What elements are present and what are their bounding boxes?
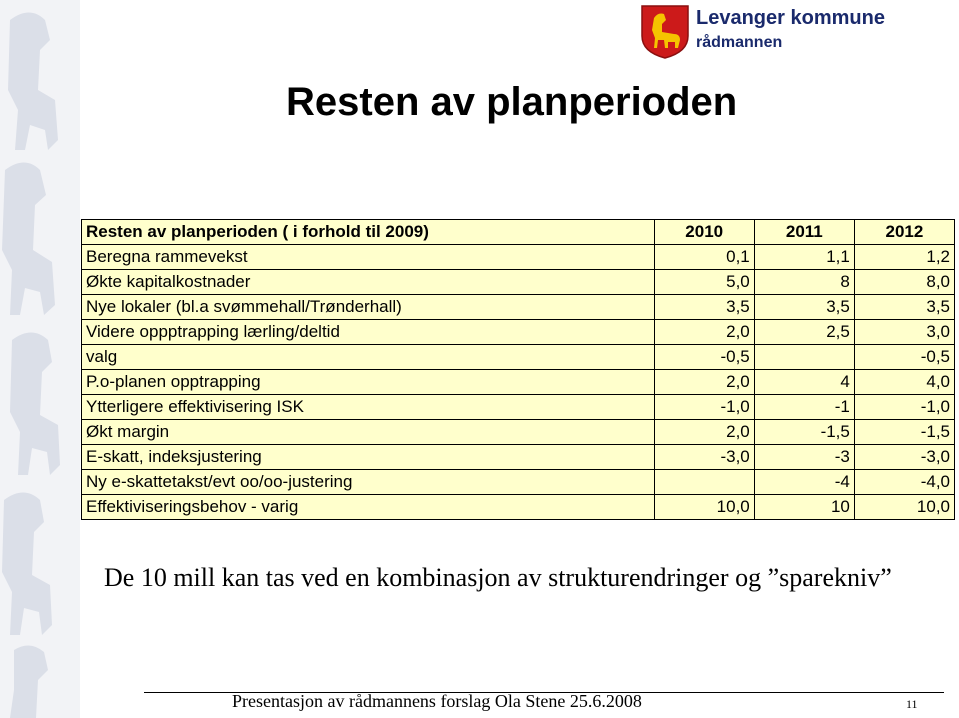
table-header-year: 2012 [854, 220, 954, 245]
row-value: 2,0 [654, 420, 754, 445]
org-header [640, 4, 950, 62]
row-value: 2,5 [754, 320, 854, 345]
row-value: 0,1 [654, 245, 754, 270]
row-value: 1,1 [754, 245, 854, 270]
row-label: E-skatt, indeksjustering [82, 445, 655, 470]
row-value: 2,0 [654, 370, 754, 395]
row-label: Ytterligere effektivisering ISK [82, 395, 655, 420]
row-value [754, 345, 854, 370]
row-value: 4,0 [854, 370, 954, 395]
horse-crest-icon [640, 4, 690, 60]
row-value [654, 470, 754, 495]
row-value: -1,5 [854, 420, 954, 445]
row-value: -0,5 [854, 345, 954, 370]
row-value: -4 [754, 470, 854, 495]
footer-text: Presentasjon av rådmannens forslag Ola Stene 25.6.2008 [232, 691, 642, 711]
row-value: 3,5 [854, 295, 954, 320]
table-header-row [82, 220, 955, 245]
row-value: 2,0 [654, 320, 754, 345]
table-row [82, 320, 955, 345]
note-text: De 10 mill kan tas ved en kombinasjon av strukturendringer og ”sparekniv” [104, 563, 892, 592]
row-value: -1,0 [654, 395, 754, 420]
page-number: 11 [906, 697, 918, 711]
table-row [82, 370, 955, 395]
table-row [82, 245, 955, 270]
row-value: 3,0 [854, 320, 954, 345]
row-value: 10,0 [654, 495, 754, 520]
row-label: P.o-planen opptrapping [82, 370, 655, 395]
budget-table [81, 219, 955, 520]
row-label: Økt margin [82, 420, 655, 445]
row-label: Videre oppptrapping lærling/deltid [82, 320, 655, 345]
table-row [82, 345, 955, 370]
table-row [82, 495, 955, 520]
row-value: -3,0 [654, 445, 754, 470]
table-row [82, 295, 955, 320]
horse-watermark-decoration [0, 0, 80, 718]
row-value: -3 [754, 445, 854, 470]
table-header-year: 2010 [654, 220, 754, 245]
row-value: -1 [754, 395, 854, 420]
row-label: Beregna rammevekst [82, 245, 655, 270]
row-value: -1,5 [754, 420, 854, 445]
table-row [82, 445, 955, 470]
row-value: -0,5 [654, 345, 754, 370]
table-row [82, 270, 955, 295]
row-value: 1,2 [854, 245, 954, 270]
org-name: Levanger kommune [696, 7, 885, 29]
table-header-label: Resten av planperioden ( i forhold til 2009) [82, 220, 655, 245]
org-subtitle: rådmannen [696, 34, 783, 51]
row-value: -3,0 [854, 445, 954, 470]
row-label: Ny e-skattetakst/evt oo/oo-justering [82, 470, 655, 495]
table-header-year: 2011 [754, 220, 854, 245]
row-value: 4 [754, 370, 854, 395]
row-label: valg [82, 345, 655, 370]
row-value: 8,0 [854, 270, 954, 295]
row-value: 5,0 [654, 270, 754, 295]
row-value: 8 [754, 270, 854, 295]
table-row [82, 395, 955, 420]
table-row [82, 470, 955, 495]
row-value: -4,0 [854, 470, 954, 495]
table-row [82, 420, 955, 445]
row-value: 3,5 [654, 295, 754, 320]
row-value: 3,5 [754, 295, 854, 320]
row-label: Effektiviseringsbehov - varig [82, 495, 655, 520]
row-value: 10 [754, 495, 854, 520]
row-value: -1,0 [854, 395, 954, 420]
row-label: Økte kapitalkostnader [82, 270, 655, 295]
row-label: Nye lokaler (bl.a svømmehall/Trønderhall) [82, 295, 655, 320]
slide-title: Resten av planperioden [286, 80, 738, 124]
row-value: 10,0 [854, 495, 954, 520]
